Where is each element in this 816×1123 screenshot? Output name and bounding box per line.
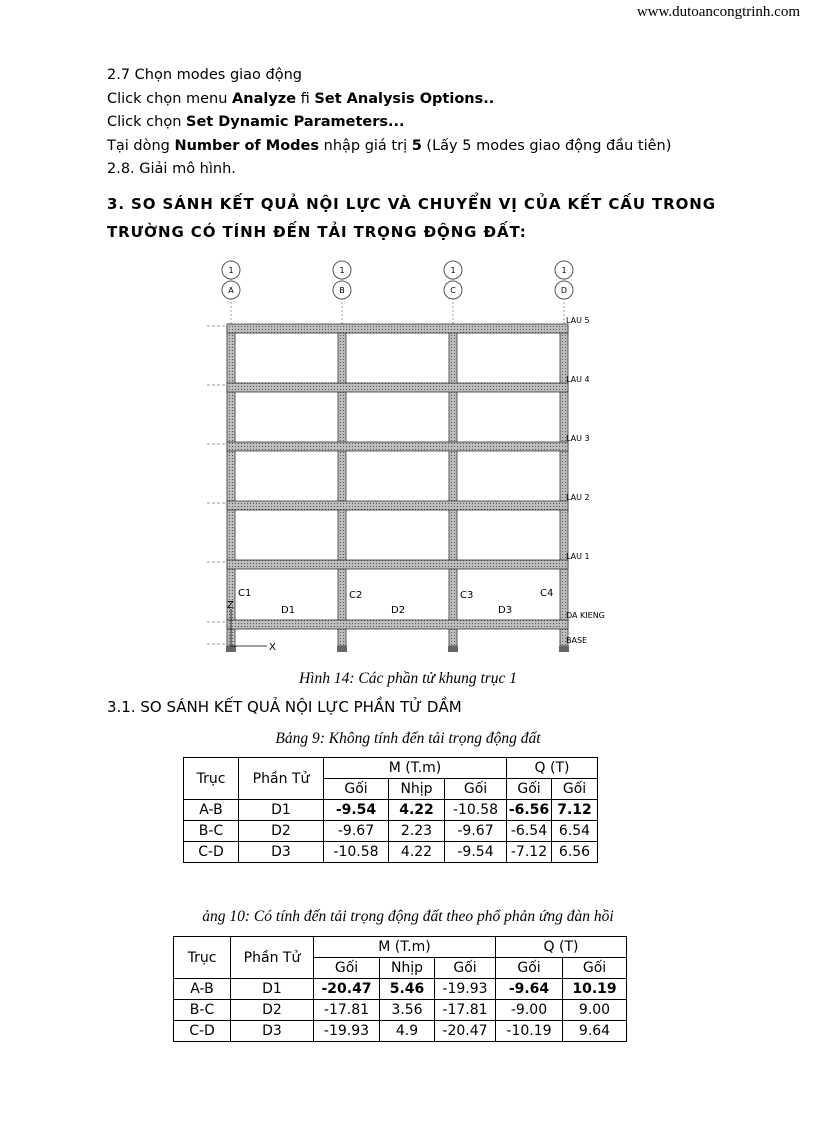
grid-number: 1: [561, 266, 567, 275]
cell-value: 7.12: [552, 800, 598, 821]
step-2-8: 2.8. Giải mô hình.: [107, 161, 236, 177]
menu-analyze: Analyze: [232, 90, 297, 107]
cell-value: 9.00: [563, 1000, 627, 1021]
grid-number: 1: [339, 266, 345, 275]
table9-caption: Bảng 9: Không tính đến tải trọng động đất: [275, 730, 541, 747]
cell-value: -19.93: [435, 979, 496, 1000]
subheader-goi: Gối: [552, 779, 598, 800]
header-shear: Q (T): [496, 937, 627, 958]
figure-caption: Hình 14: Các phần tử khung trục 1: [298, 670, 518, 687]
grid-axis-c: [444, 261, 462, 326]
level-lau-1: LAU 1: [566, 552, 590, 561]
subheader-goi: Gối: [435, 958, 496, 979]
heading-line-1: 3. SO SÁNH KẾT QUẢ NỘI LỰC VÀ CHUYỂN VỊ CỦA KẾT CẤU TRONG: [107, 195, 716, 213]
cell-value: -9.67: [445, 821, 507, 842]
base-supports: [226, 646, 569, 652]
table10-caption: ảng 10: Có tính đến tải trọng động đất theo phổ phản ứng đàn hồi: [202, 908, 614, 925]
cell-value: -19.93: [314, 1021, 380, 1042]
axis-x-label: X: [269, 642, 276, 653]
menu-set-dynamic-parameters: Set Dynamic Parameters...: [186, 114, 405, 130]
section-3-1-title: 3.1. SO SÁNH KẾT QUẢ NỘI LỰC PHẦN TỬ DẦM: [107, 698, 462, 716]
cell-value: -9.54: [324, 800, 389, 821]
cell-value: 6.54: [552, 821, 598, 842]
level-lau-4: LAU 4: [566, 375, 590, 384]
table-row: [184, 842, 598, 863]
cell-value: -9.00: [496, 1000, 563, 1021]
subheader-goi: Gối: [563, 958, 627, 979]
field-number-of-modes: Number of Modes: [174, 137, 320, 154]
cell-value: 2.23: [389, 821, 445, 842]
cell-value: -6.56: [507, 800, 552, 821]
cell-truc: B-C: [174, 1000, 231, 1021]
text: Click chọn menu: [107, 90, 233, 107]
level-ticks: [207, 326, 227, 644]
subheader-goi: Gối: [445, 779, 507, 800]
cell-phan-tu: D1: [239, 800, 324, 821]
cell-truc: A-B: [174, 979, 231, 1000]
subheader-goi: Gối: [314, 958, 380, 979]
cell-value: 6.56: [552, 842, 598, 863]
cell-phan-tu: D3: [231, 1021, 314, 1042]
cell-value: -9.67: [324, 821, 389, 842]
cell-value: 4.9: [380, 1021, 435, 1042]
frame-beams: [227, 324, 568, 629]
beam-label-d3: D3: [498, 605, 513, 616]
table-row: [184, 800, 598, 821]
cell-value: -10.19: [496, 1021, 563, 1042]
text: ﬁ: [296, 90, 315, 107]
axis-label-c: C: [450, 286, 456, 295]
grid-number: 1: [450, 266, 456, 275]
cell-truc: C-D: [184, 842, 239, 863]
cell-phan-tu: D2: [239, 821, 324, 842]
header-website: www.dutoancongtrinh.com: [636, 4, 800, 20]
text: nhập giá trị: [319, 137, 412, 154]
cell-truc: B-C: [184, 821, 239, 842]
cell-phan-tu: D2: [231, 1000, 314, 1021]
table-row: [174, 1021, 627, 1042]
column-label-c3: C3: [460, 590, 474, 601]
axis-label-b: B: [339, 286, 345, 295]
header-truc: Trục: [184, 758, 239, 800]
cell-value: -10.58: [445, 800, 507, 821]
cell-value: -20.47: [314, 979, 380, 1000]
menu-set-analysis-options: Set Analysis Options..: [314, 90, 495, 107]
header-moment: M (T.m): [314, 937, 496, 958]
table-10: [173, 936, 627, 1042]
level-lau-2: LAU 2: [566, 493, 590, 502]
step-number-of-modes: [107, 135, 727, 159]
cell-value: -20.47: [435, 1021, 496, 1042]
header-moment: M (T.m): [324, 758, 507, 779]
column-label-c4: C4: [540, 588, 554, 599]
beam-label-d2: D2: [391, 605, 406, 616]
frame-columns: [227, 326, 568, 646]
heading-line-2: TRƯỜNG CÓ TÍNH ĐẾN TẢI TRỌNG ĐỘNG ĐẤT:: [107, 223, 527, 241]
table-9: [183, 757, 598, 863]
cell-truc: A-B: [184, 800, 239, 821]
cell-value: 4.22: [389, 842, 445, 863]
step-2-7-title: 2.7 Chọn modes giao động: [107, 67, 303, 83]
beam-label-d1: D1: [281, 605, 296, 616]
cell-phan-tu: D1: [231, 979, 314, 1000]
step-dynamic-params: [107, 111, 727, 135]
level-lau-5: LAU 5: [566, 316, 590, 325]
cell-value: -9.64: [496, 979, 563, 1000]
header-truc: Trục: [174, 937, 231, 979]
level-da-kieng: DA KIENG: [566, 611, 605, 620]
instruction-steps: [107, 64, 727, 182]
text: Click chọn: [107, 114, 186, 130]
subheader-goi: Gối: [324, 779, 389, 800]
cell-value: 4.22: [389, 800, 445, 821]
frame-diagram: [205, 254, 625, 659]
cell-value: -7.12: [507, 842, 552, 863]
cell-value: -17.81: [314, 1000, 380, 1021]
grid-axis-a: [222, 261, 240, 326]
subheader-goi: Gối: [507, 779, 552, 800]
subheader-nhip: Nhịp: [380, 958, 435, 979]
cell-value: -10.58: [324, 842, 389, 863]
cell-value: -6.54: [507, 821, 552, 842]
cell-truc: C-D: [174, 1021, 231, 1042]
grid-number: 1: [228, 266, 234, 275]
cell-value: 3.56: [380, 1000, 435, 1021]
level-lau-3: LAU 3: [566, 434, 590, 443]
header-phan-tu: Phần Tử: [231, 937, 314, 979]
axis-z-label: Z: [227, 600, 234, 611]
section-3-heading: [107, 190, 717, 246]
subheader-goi: Gối: [496, 958, 563, 979]
text: Tại dòng: [107, 137, 175, 154]
text: (Lấy 5 modes giao động đầu tiên): [421, 137, 672, 154]
cell-value: 5.46: [380, 979, 435, 1000]
cell-value: 9.64: [563, 1021, 627, 1042]
header-phan-tu: Phần Tử: [239, 758, 324, 800]
grid-axis-b: [333, 261, 351, 326]
table-row: [184, 821, 598, 842]
step-analyze-menu: [107, 88, 727, 112]
level-base: BASE: [566, 636, 588, 645]
table-row: [174, 979, 627, 1000]
column-label-c2: C2: [349, 590, 363, 601]
cell-value: 10.19: [563, 979, 627, 1000]
column-label-c1: C1: [238, 588, 252, 599]
header-shear: Q (T): [507, 758, 598, 779]
modes-value: 5: [411, 137, 422, 154]
cell-phan-tu: D3: [239, 842, 324, 863]
cell-value: -17.81: [435, 1000, 496, 1021]
axis-label-a: A: [228, 286, 234, 295]
axis-label-d: D: [560, 286, 568, 295]
table-row: [174, 1000, 627, 1021]
cell-value: -9.54: [445, 842, 507, 863]
subheader-nhip: Nhịp: [389, 779, 445, 800]
